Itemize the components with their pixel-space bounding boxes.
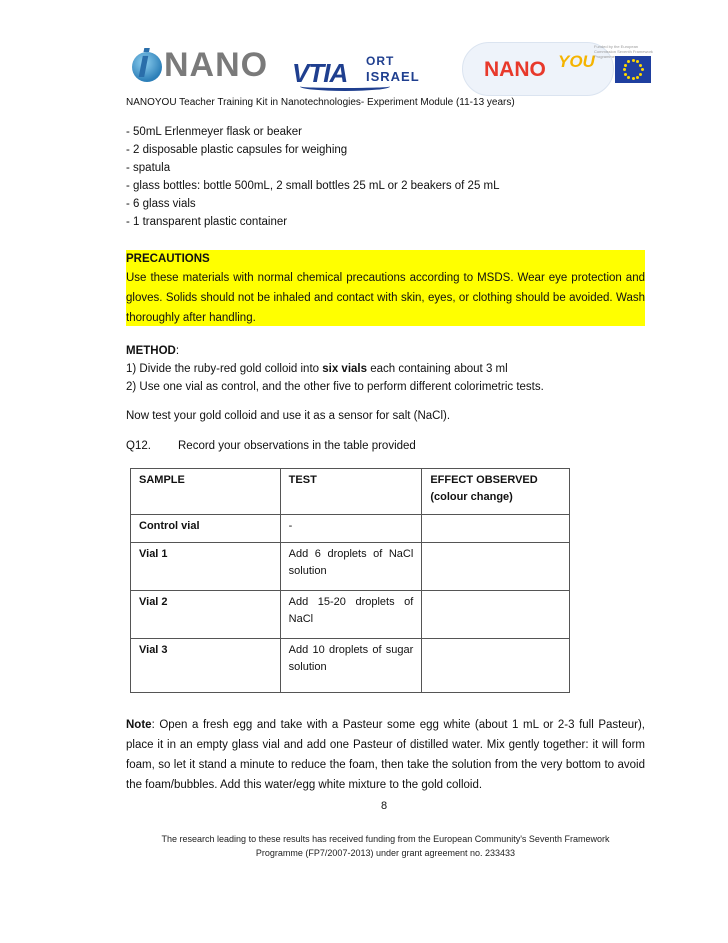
funding-footer	[126, 832, 645, 860]
materials-list-item: - 50mL Erlenmeyer flask or beaker	[126, 126, 302, 138]
nanoyou-you-text: YOU	[558, 52, 595, 71]
question-number: Q12.	[126, 440, 151, 452]
row-effect-cell[interactable]	[422, 591, 570, 639]
ort-logo-text: ORT	[366, 54, 395, 68]
observation-table	[130, 468, 570, 693]
table-row	[131, 515, 570, 543]
question-12	[126, 437, 645, 455]
vtia-swoosh-icon	[300, 82, 390, 91]
row-sample: Control vial	[131, 515, 281, 543]
inano-logo-i: i	[138, 42, 150, 86]
row-effect-cell[interactable]	[422, 543, 570, 591]
vtia-logo-text: VTIA	[292, 58, 348, 88]
method-section	[126, 342, 645, 396]
nanoyou-logo	[462, 36, 656, 94]
eu-star-icon	[636, 60, 639, 63]
method-step-1	[126, 360, 645, 378]
row-test: -	[280, 515, 422, 543]
row-test: Add 10 droplets of sugar solution	[280, 639, 422, 693]
note-paragraph	[126, 715, 645, 795]
method-label: METHOD	[126, 345, 176, 357]
materials-list-item: - 2 disposable plastic capsules for weighing	[126, 144, 348, 156]
eu-star-icon	[632, 77, 635, 80]
footer-line-2: Programme (FP7/2007-2013) under grant agreement no. 233433	[255, 848, 516, 858]
row-test: Add 15-20 droplets of NaCl	[280, 591, 422, 639]
inano-logo-text: NANO	[164, 46, 269, 84]
method-step-1-text: 1) Divide the ruby-red gold colloid into	[126, 363, 323, 375]
question-text: Record your observations in the table provided	[178, 440, 416, 452]
materials-list-item: - 1 transparent plastic container	[126, 216, 288, 228]
eu-star-icon	[632, 59, 635, 62]
precautions-box	[126, 250, 645, 326]
row-effect-cell[interactable]	[422, 515, 570, 543]
eu-star-icon	[624, 73, 627, 76]
eu-star-icon	[627, 76, 630, 79]
header-test: TEST	[280, 469, 422, 515]
header-sample: SAMPLE	[131, 469, 281, 515]
row-sample: Vial 2	[131, 591, 281, 639]
header-effect-subtitle: (colour change)	[430, 491, 513, 503]
eu-star-icon	[623, 68, 626, 71]
page-number: 8	[380, 800, 388, 812]
eu-flag-icon	[615, 56, 651, 83]
running-header: NANOYOU Teacher Training Kit in Nanotechnologies- Experiment Module (11-13 years)	[126, 97, 515, 108]
method-colon: :	[175, 345, 180, 357]
vtia-ort-israel-logo	[292, 52, 432, 92]
inano-logo	[130, 40, 269, 90]
row-sample: Vial 1	[131, 543, 281, 591]
header-effect	[422, 469, 570, 515]
now-test-paragraph: Now test your gold colloid and use it as a sensor for salt (NaCl).	[126, 410, 451, 422]
eu-star-icon	[639, 73, 642, 76]
materials-list-item: - glass bottles: bottle 500mL, 2 small bottles 25 mL or 2 beakers of 25 mL	[126, 180, 500, 192]
eu-star-icon	[639, 64, 642, 67]
materials-list-item: - 6 glass vials	[126, 198, 196, 210]
eu-star-icon	[624, 64, 627, 67]
eu-star-icon	[627, 60, 630, 63]
table-header-row	[131, 469, 570, 515]
materials-list-item: - spatula	[126, 162, 171, 174]
note-body: : Open a fresh egg and take with a Pasteur some egg white (about 1 mL or 2-3 full Pasteur), place it in an empty glass vial and add one Pasteur of distilled water. Mix gently together: it will form foam, so let it stand a minute to reduce the foam, then take the solution from the very bottom to avoid the foam/bubbles. Add this water/egg white mixture to the gold colloid.	[126, 719, 645, 791]
note-label: Note	[126, 719, 152, 731]
method-step-2: 2) Use one vial as control, and the other five to perform different colorimetric tests.	[126, 381, 544, 393]
israel-logo-text: ISRAEL	[366, 69, 420, 84]
eu-star-icon	[641, 68, 644, 71]
row-test: Add 6 droplets of NaCl solution	[280, 543, 422, 591]
precautions-body: Use these materials with normal chemical precautions according to MSDS. Wear eye protection and gloves. Solids should not be inhaled and contact with skin, eyes, or clothing should be avoided. Wash thoroughly after handling.	[126, 272, 645, 324]
nanoyou-logo-text: NANO	[484, 58, 546, 81]
eu-funding-caption: Funded by the European Commission Seventh Framework Programme	[594, 44, 653, 59]
row-sample: Vial 3	[131, 639, 281, 693]
method-step-1-bold: six vials	[322, 363, 368, 375]
row-effect-cell[interactable]	[422, 639, 570, 693]
method-step-1-end: each containing about 3 ml	[367, 363, 508, 375]
table-row	[131, 639, 570, 693]
header-effect-title: EFFECT OBSERVED	[430, 474, 538, 486]
footer-line-1: The research leading to these results has received funding from the European Community's Seventh Framework	[161, 834, 610, 844]
precautions-title: PRECAUTIONS	[126, 253, 210, 265]
table-row	[131, 543, 570, 591]
table-row	[131, 591, 570, 639]
eu-star-icon	[636, 76, 639, 79]
materials-list	[126, 123, 645, 231]
